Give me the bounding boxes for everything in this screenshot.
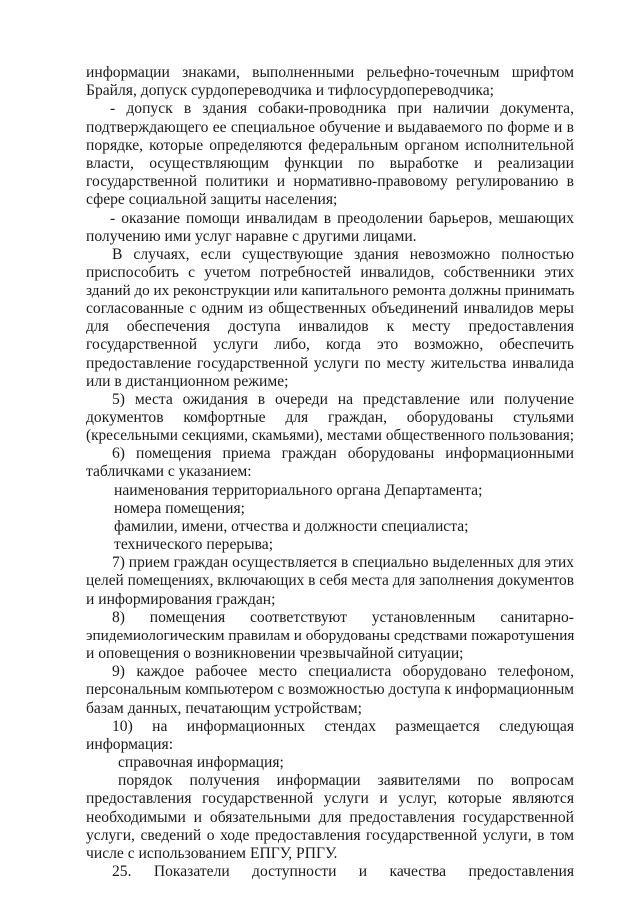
text-line: и информирования граждан; [86,591,276,608]
text-line: и оповещения о возникновении чрезвычайной ситуации; [86,645,464,662]
text-line: информация: [86,736,174,753]
text-line: информации знаками, выполненными рельефно-точечным шрифтом [86,64,574,81]
text-line: 5) места ожидания в очереди на представление или получение [112,391,574,408]
text-line: предоставления государственной услуги и услуг, которые являются [86,790,574,807]
text-line: подтверждающего ее специальное обучение и выдаваемого по форме и в [86,119,574,136]
text-line: - допуск в здания собаки-проводника при наличии документа, [110,100,574,117]
text-line: государственной услуги либо, когда это возможно, обеспечить [86,336,574,353]
text-line: необходимыми и обязательными для предоставления государственной [86,809,574,826]
text-line: персональным компьютером с возможностью доступа к информационным [86,681,574,698]
text-line: наименования территориального органа Департамента; [114,482,483,499]
text-line: номера помещения; [114,500,246,517]
text-line: фамилии, имени, отчества и должности специалиста; [114,518,469,535]
text-line: табличками с указанием: [86,463,252,480]
text-line: порядке, которые определяются федеральным органом исполнительной [86,137,574,154]
text-line: получению ими услуг наравне с другими лицами. [86,228,417,245]
text-line: Брайля, допуск сурдопереводчика и тифлосурдопереводчика; [86,82,494,99]
text-line: В случаях, если существующие здания невозможно полностью [112,246,574,263]
text-line: технического перерыва; [114,536,274,553]
text-line: согласованные с одним из общественных объединений инвалидов меры [86,300,574,317]
text-line: приспособить с учетом потребностей инвалидов, собственники этих [86,264,574,281]
text-line: власти, осуществляющим функции по выработке и реализации [86,155,574,172]
text-line: или в дистанционном режиме; [86,373,289,390]
text-line: базам данных, печатающим устройствам; [86,700,362,717]
text-line: 9) каждое рабочее место специалиста оборудовано телефоном, [112,663,574,680]
text-line: справочная информация; [118,754,284,771]
text-line: услуги, сведений о ходе предоставления государственной услуги, в том [86,827,574,844]
text-line: 6) помещения приема граждан оборудованы информационными [112,445,574,462]
text-line: целей помещениях, включающих в себя места для заполнения документов [86,572,574,589]
text-line: эпидемиологическим правилам и оборудованы средствами пожаротушения [86,627,575,644]
text-line: зданий до их реконструкции или капитального ремонта должны принимать [86,282,575,299]
text-line: - оказание помощи инвалидам в преодолении барьеров, мешающих [110,210,574,227]
text-line: порядок получения информации заявителями по вопросам [118,772,574,789]
text-line: числе с использованием ЕПГУ, РПГУ. [86,845,338,862]
text-line: 7) прием граждан осуществляется в специально выделенных для этих [112,554,574,571]
text-line: государственной политики и нормативно-правовому регулированию в [86,173,574,190]
text-line: (кресельными секциями, скамьями), местами общественного пользования; [86,427,574,444]
text-line: 25. Показатели доступности и качества предоставления [112,863,574,880]
text-line: 10) на информационных стендах размещается следующая [112,718,574,735]
text-line: 8) помещения соответствуют установленным санитарно- [112,609,574,626]
text-line: сфере социальной защиты населения; [86,191,338,208]
text-line: для обеспечения доступа инвалидов к месту предоставления [86,318,574,335]
text-line: предоставление государственной услуги по месту жительства инвалида [86,355,574,372]
text-line: документов комфортные для граждан, оборудованы стульями [86,409,574,426]
